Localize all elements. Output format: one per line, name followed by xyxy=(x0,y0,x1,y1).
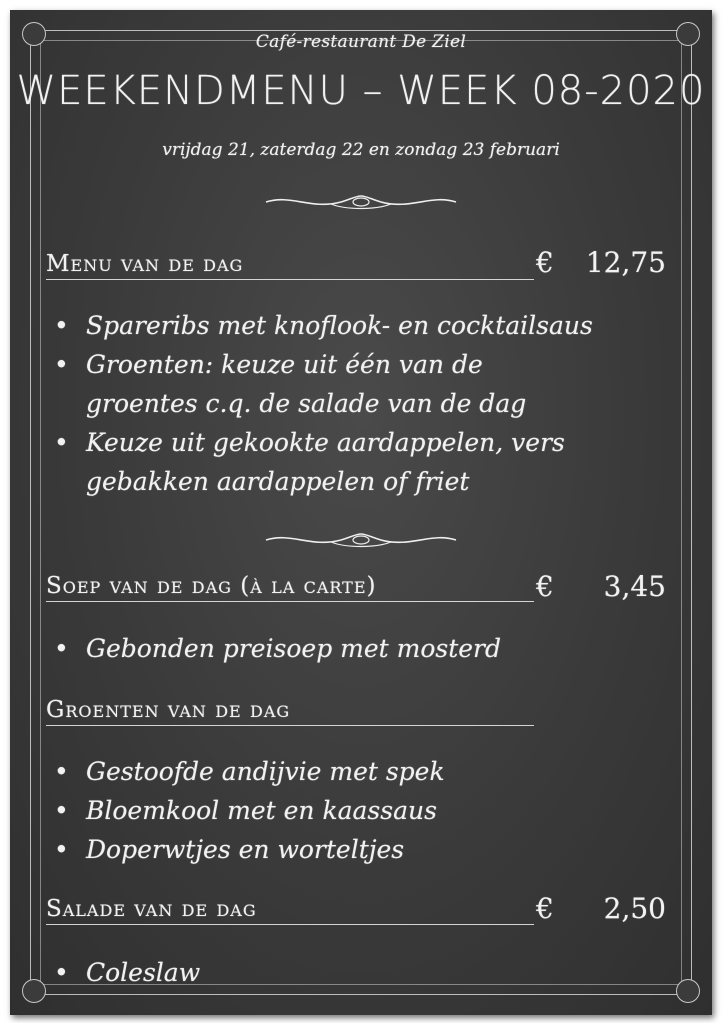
page-title: WEEKENDMENU – WEEK 08-2020 xyxy=(16,68,706,114)
list-item: • Spareribs met knoflook- en cocktailsaus xyxy=(46,306,646,345)
list-item: • Gebonden preisoep met mosterd xyxy=(46,629,646,668)
list-item-continued: gebakken aardappelen of friet xyxy=(86,467,470,496)
price-menu-van-de-dag: 12,75 xyxy=(585,246,666,279)
price-salade-van-de-dag: 2,50 xyxy=(603,892,666,925)
currency-symbol: € xyxy=(536,246,554,279)
list-item-continued: groentes c.q. de salade van de dag xyxy=(86,389,527,418)
list-item: • Doperwtjes en worteltjes xyxy=(46,830,646,869)
section-title-salade-van-de-dag: Salade van de dag xyxy=(46,896,534,925)
list-item: • Coleslaw xyxy=(46,953,646,992)
menu-dates: vrijdag 21, zaterdag 22 en zondag 23 februari xyxy=(162,140,560,160)
soep-list xyxy=(46,629,646,668)
list-item: • Groenten: keuze uit één van de xyxy=(46,345,646,384)
currency-symbol: € xyxy=(536,892,554,925)
menu-van-de-dag-list xyxy=(46,306,646,501)
flourish-divider-icon xyxy=(261,190,461,214)
section-title-groenten-van-de-dag: Groenten van de dag xyxy=(46,697,534,726)
section-title-menu-van-de-dag: Menu van de dag xyxy=(46,251,534,280)
corner-ornament-icon xyxy=(22,979,46,1003)
section-title-soep-van-de-dag: Soep van de dag (à la carte) xyxy=(46,573,534,602)
flourish-divider-icon xyxy=(261,528,461,552)
list-item: • Gestoofde andijvie met spek xyxy=(46,752,646,791)
groenten-list xyxy=(46,752,646,869)
currency-symbol: € xyxy=(536,570,554,603)
corner-ornament-icon xyxy=(676,979,700,1003)
chalkboard-menu xyxy=(10,10,712,1015)
restaurant-name: Café-restaurant De Ziel xyxy=(255,32,467,52)
price-soep-van-de-dag: 3,45 xyxy=(603,570,666,603)
list-item: • Keuze uit gekookte aardappelen, vers xyxy=(46,423,646,462)
list-item: • Bloemkool met en kaassaus xyxy=(46,791,646,830)
salade-list xyxy=(46,953,646,992)
